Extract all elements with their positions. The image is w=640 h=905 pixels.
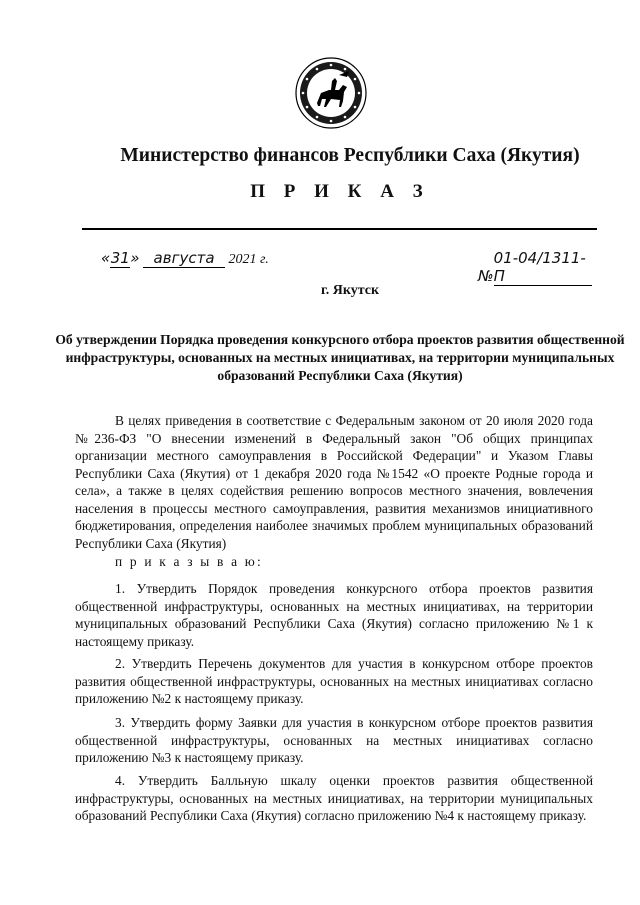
date-close-quote: » bbox=[130, 249, 140, 267]
date-month: августа bbox=[143, 249, 225, 268]
order-date bbox=[101, 249, 269, 268]
order-word: п р и к а з ы в а ю: bbox=[115, 554, 263, 569]
document-type: П Р И К А З bbox=[250, 181, 430, 202]
preamble-paragraph: В целях приведения в соответствие с Федеральным законом от 20 июля 2020 года №236-ФЗ "О внесении изменений в Федеральный закон "Об общих принципах организации местного самоуправления в Российской Федерации" и Указом Главы Республики Саха (Якутия) от 1 декабря 2020 года №1542 «О проекте Родные города и села», а также в целях содействия решению вопросов местного значения, вовлечения населения в процессы местного самоуправления, развития механизмов инициативного бюджетирования, определения наиболее значимых проблем муниципальных образований Республики Саха (Якутия) bbox=[75, 413, 593, 551]
order-number bbox=[478, 249, 592, 286]
coat-of-arms-emblem bbox=[295, 57, 367, 129]
order-item-3: 3. Утвердить форму Заявки для участия в конкурсном отборе проектов развития общественной инфраструктуры, основанных на местных инициативах согласно приложению №3 к настоящему приказу. bbox=[75, 715, 593, 765]
document-title: Об утверждении Порядка проведения конкурсного отбора проектов развития общественной инфраструктуры, основанных на местных инициативах, на территории муниципальных образований Республики Саха (Якутия) bbox=[55, 332, 625, 383]
ministry-name: Министерство финансов Республики Саха (Якутия) bbox=[120, 145, 580, 166]
order-item-2: 2. Утвердить Перечень документов для участия в конкурсном отборе проектов развития общественной инфраструктуры, основанных на местных инициативах согласно приложению №2 к настоящему приказу. bbox=[75, 656, 593, 706]
number-value: 01-04/1311-П bbox=[494, 249, 592, 286]
header-divider bbox=[82, 228, 597, 230]
date-year: 2021 г. bbox=[228, 252, 269, 267]
number-prefix: № bbox=[478, 267, 494, 285]
date-day: 31 bbox=[110, 249, 130, 267]
date-open-quote: « bbox=[101, 249, 111, 267]
order-item-4: 4. Утвердить Балльную шкалу оценки проектов развития общественной инфраструктуры, основанных на местных инициативах, на территории муниципальных образований Республики Саха (Якутия) согласно приложению №4 к настоящему приказу. bbox=[75, 773, 593, 823]
city: г. Якутск bbox=[320, 283, 380, 298]
order-item-1: 1. Утвердить Порядок проведения конкурсного отбора проектов развития общественной инфраструктуры, основанных на местных инициативах, на территории муниципальных образований Республики Саха (Якутия) согласно приложению №1 к настоящему приказу. bbox=[75, 581, 593, 649]
